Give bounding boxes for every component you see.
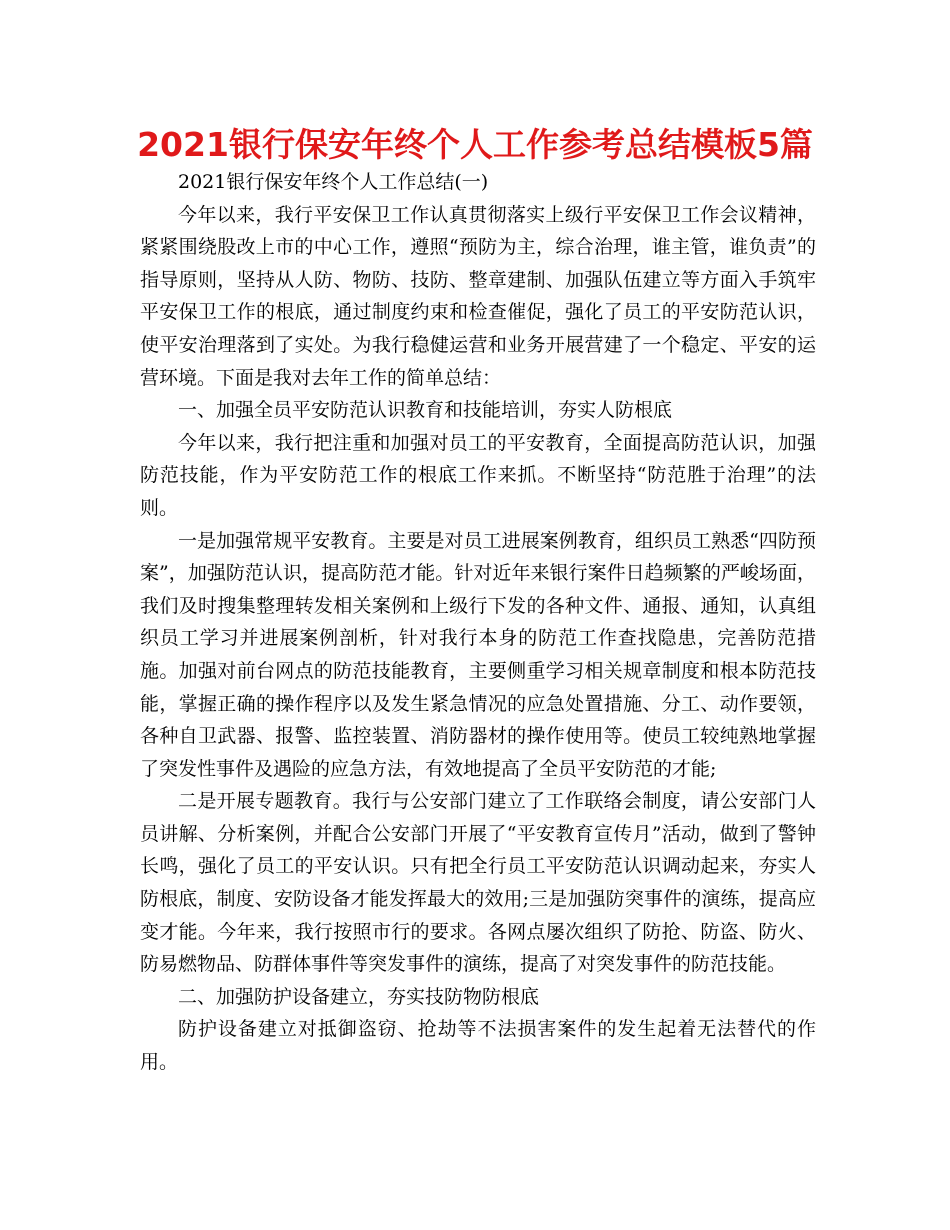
section-subtitle: 2021银行保安年终个人工作总结(一)	[178, 171, 489, 193]
section-heading: 二、加强防护设备建立，夯实技防物防根底	[178, 985, 540, 1008]
paragraph: 防护设备建立对抵御盗窃、抢劫等不法损害案件的发生起着无法替代的作用。	[140, 1018, 816, 1074]
document-body	[140, 166, 816, 1079]
paragraph: 今年以来，我行平安保卫工作认真贯彻落实上级行平安保卫工作会议精神，紧紧围绕股改上市的中心工作，遵照“预防为主，综合治理，谁主管，谁负责”的指导原则，坚持从人防、物防、技防、整章建制、加强队伍建立等方面入手筑牢平安保卫工作的根底，通过制度约束和检查催促，强化了员工的平安防范认识，使平安治理落到了实处。为我行稳健运营和业务开展营建了一个稳定、平安的运营环境。下面是我对去年工作的简单总结：	[140, 203, 816, 389]
paragraph: 二是开展专题教育。我行与公安部门建立了工作联络会制度，请公安部门人员讲解、分析案例，并配合公安部门开展了“平安教育宣传月”活动，做到了警钟长鸣，强化了员工的平安认识。只有把全行员工平安防范认识调动起来，夯实人防根底，制度、安防设备才能发挥最大的效用;三是加强防突事件的演练，提高应变才能。今年来，我行按照市行的要求。各网点屡次组织了防抢、防盗、防火、防易燃物品、防群体事件等突发事件的演练，提高了对突发事件的防范技能。	[140, 790, 816, 976]
paragraph: 今年以来，我行把注重和加强对员工的平安教育，全面提高防范认识，加强防范技能，作为平安防范工作的根底工作来抓。不断坚持“防范胜于治理”的法则。	[140, 431, 816, 519]
section-heading: 一、加强全员平安防范认识教育和技能培训，夯实人防根底	[178, 399, 673, 422]
paragraph: 一是加强常规平安教育。主要是对员工进展案例教育，组织员工熟悉“四防预案”，加强防范认识，提高防范才能。针对近年来银行案件日趋频繁的严峻场面，我们及时搜集整理转发相关案例和上级行下发的各种文件、通报、通知，认真组织员工学习并进展案例剖析，针对我行本身的防范工作查找隐患，完善防范措施。加强对前台网点的防范技能教育，主要侧重学习相关规章制度和根本防范技能，掌握正确的操作程序以及发生紧急情况的应急处置措施、分工、动作要领，各种自卫武器、报警、监控装置、消防器材的操作使用等。使员工较纯熟地掌握了突发性事件及遇险的应急方法，有效地提高了全员平安防范的才能;	[140, 529, 816, 780]
document-title: 2021银行保安年终个人工作参考总结模板5篇	[137, 125, 813, 164]
